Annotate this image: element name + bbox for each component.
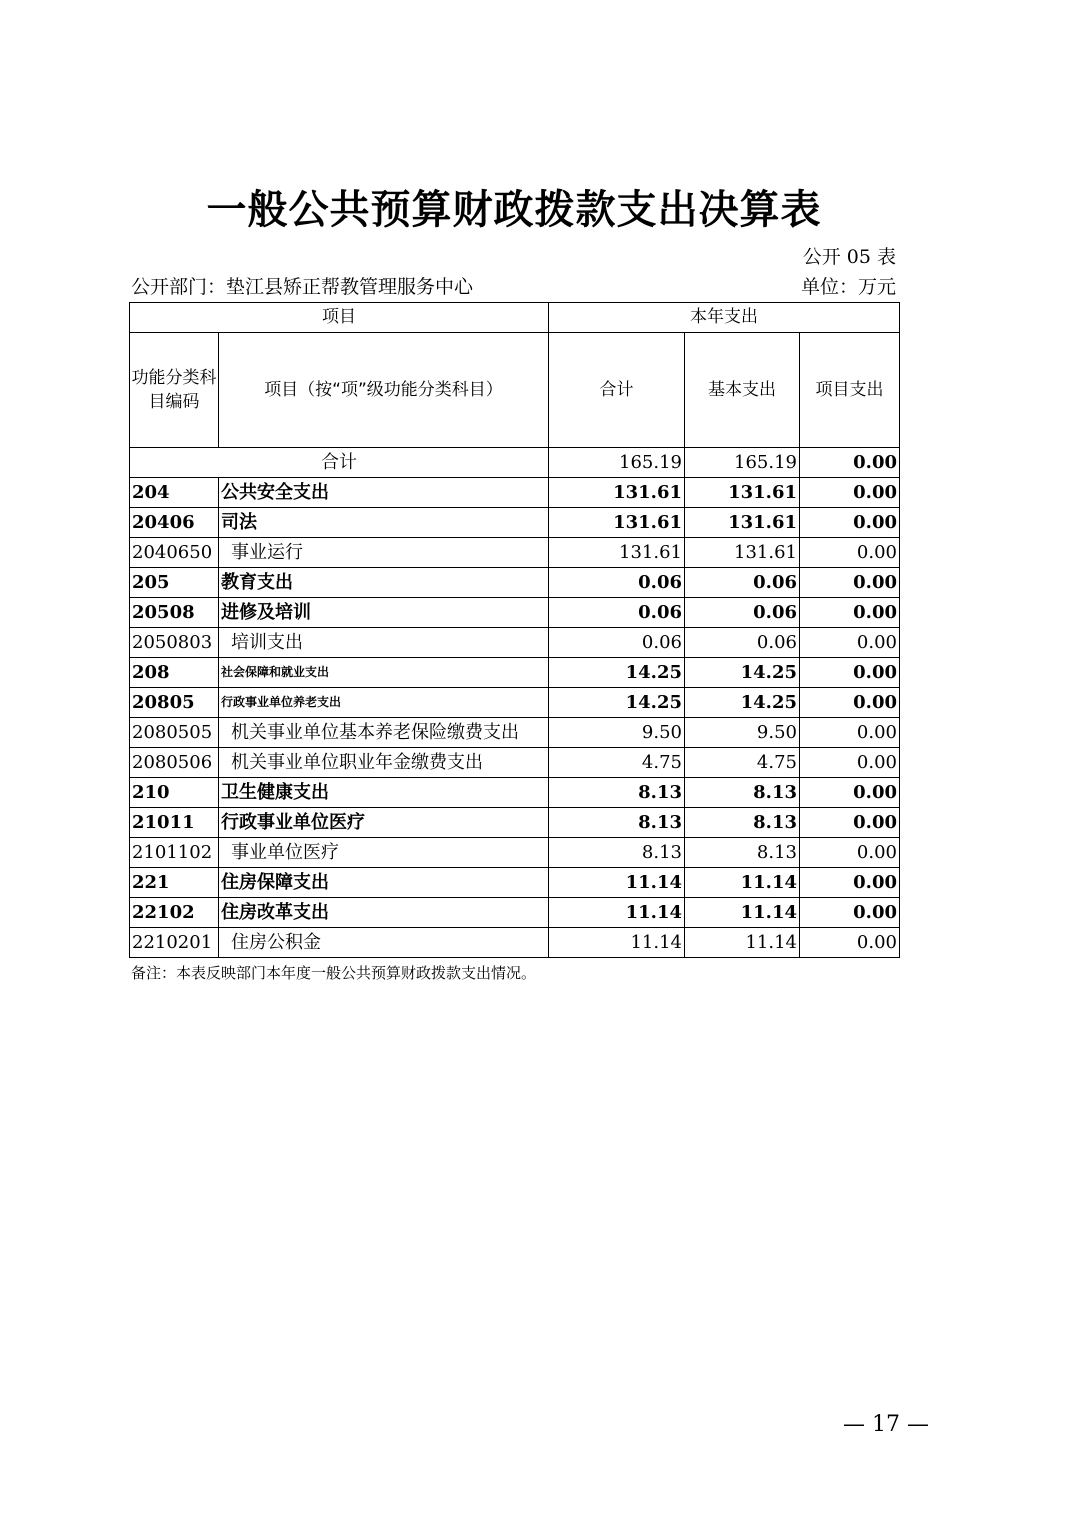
row-total: 131.61 [549,508,685,538]
row-code: 221 [130,868,219,898]
row-name: 机关事业单位职业年金缴费支出 [219,748,549,778]
footnote: 备注：本表反映部门本年度一般公共预算财政拨款支出情况。 [131,964,537,982]
row-name: 社会保障和就业支出 [219,658,549,688]
row-project: 0.00 [800,928,900,958]
row-project: 0.00 [800,838,900,868]
row-code: 22102 [130,898,219,928]
row-total: 8.13 [549,808,685,838]
row-name: 行政事业单位养老支出 [219,688,549,718]
budget-table [129,302,900,958]
row-basic: 4.75 [685,748,800,778]
row-total: 4.75 [549,748,685,778]
row-code: 20508 [130,598,219,628]
row-basic: 14.25 [685,658,800,688]
row-basic: 8.13 [685,808,800,838]
total-row [130,448,900,478]
row-project: 0.00 [800,598,900,628]
total-basic: 165.19 [685,448,800,478]
page-number: — 17 — [843,1412,929,1437]
row-basic: 8.13 [685,838,800,868]
row-total: 11.14 [549,868,685,898]
row-project: 0.00 [800,688,900,718]
table-row [130,628,900,658]
row-project: 0.00 [800,628,900,658]
row-total: 8.13 [549,778,685,808]
row-total: 8.13 [549,838,685,868]
table-row [130,658,900,688]
row-name: 机关事业单位基本养老保险缴费支出 [219,718,549,748]
row-name: 住房保障支出 [219,868,549,898]
row-code: 20406 [130,508,219,538]
table-row [130,928,900,958]
column-header-total: 合计 [549,333,685,448]
row-project: 0.00 [800,778,900,808]
row-name: 进修及培训 [219,598,549,628]
row-code: 208 [130,658,219,688]
row-name: 司法 [219,508,549,538]
row-code: 2210201 [130,928,219,958]
total-project: 0.00 [800,448,900,478]
table-row [130,538,900,568]
column-header-name: 项目（按“项”级功能分类科目） [219,333,549,448]
row-code: 21011 [130,808,219,838]
row-total: 131.61 [549,538,685,568]
row-code: 2080506 [130,748,219,778]
table-row [130,508,900,538]
row-basic: 131.61 [685,478,800,508]
row-total: 14.25 [549,658,685,688]
table-row [130,868,900,898]
table-row [130,688,900,718]
row-code: 20805 [130,688,219,718]
row-basic: 0.06 [685,628,800,658]
row-basic: 0.06 [685,568,800,598]
row-code: 204 [130,478,219,508]
total-label: 合计 [130,448,549,478]
row-project: 0.00 [800,658,900,688]
row-code: 2101102 [130,838,219,868]
table-row [130,838,900,868]
table-row [130,718,900,748]
row-total: 131.61 [549,478,685,508]
row-basic: 131.61 [685,508,800,538]
row-name: 教育支出 [219,568,549,598]
row-name: 卫生健康支出 [219,778,549,808]
department-label: 公开部门：垫江县矫正帮教管理服务中心 [131,276,474,298]
row-total: 11.14 [549,928,685,958]
row-code: 210 [130,778,219,808]
table-row [130,598,900,628]
row-total: 0.06 [549,568,685,598]
row-project: 0.00 [800,808,900,838]
row-name: 培训支出 [219,628,549,658]
table-row [130,748,900,778]
unit-label: 单位：万元 [800,276,896,298]
row-project: 0.00 [800,748,900,778]
row-total: 0.06 [549,628,685,658]
row-basic: 8.13 [685,778,800,808]
row-code: 205 [130,568,219,598]
row-name: 住房公积金 [219,928,549,958]
header-row-2 [130,333,900,448]
row-basic: 11.14 [685,898,800,928]
row-basic: 9.50 [685,718,800,748]
row-name: 事业运行 [219,538,549,568]
column-header-basic: 基本支出 [685,333,800,448]
header-row-1 [130,303,900,333]
header-year-expenditure: 本年支出 [549,303,900,333]
row-total: 14.25 [549,688,685,718]
row-project: 0.00 [800,568,900,598]
total-amount: 165.19 [549,448,685,478]
row-name: 公共安全支出 [219,478,549,508]
table-row [130,478,900,508]
header-item: 项目 [130,303,549,333]
table-row [130,778,900,808]
row-project: 0.00 [800,478,900,508]
row-total: 0.06 [549,598,685,628]
page-title: 一般公共预算财政拨款支出决算表 [206,186,822,233]
row-project: 0.00 [800,538,900,568]
row-project: 0.00 [800,898,900,928]
row-name: 住房改革支出 [219,898,549,928]
row-code: 2040650 [130,538,219,568]
row-code: 2080505 [130,718,219,748]
column-header-project: 项目支出 [800,333,900,448]
row-total: 11.14 [549,898,685,928]
row-name: 行政事业单位医疗 [219,808,549,838]
row-total: 9.50 [549,718,685,748]
column-header-code: 功能分类科目编码 [130,333,219,448]
row-project: 0.00 [800,718,900,748]
row-basic: 14.25 [685,688,800,718]
row-code: 2050803 [130,628,219,658]
row-basic: 131.61 [685,538,800,568]
row-name: 事业单位医疗 [219,838,549,868]
table-row [130,808,900,838]
row-project: 0.00 [800,508,900,538]
row-project: 0.00 [800,868,900,898]
table-row [130,898,900,928]
row-basic: 0.06 [685,598,800,628]
table-code: 公开 05 表 [802,246,896,268]
row-basic: 11.14 [685,928,800,958]
row-basic: 11.14 [685,868,800,898]
table-row [130,568,900,598]
